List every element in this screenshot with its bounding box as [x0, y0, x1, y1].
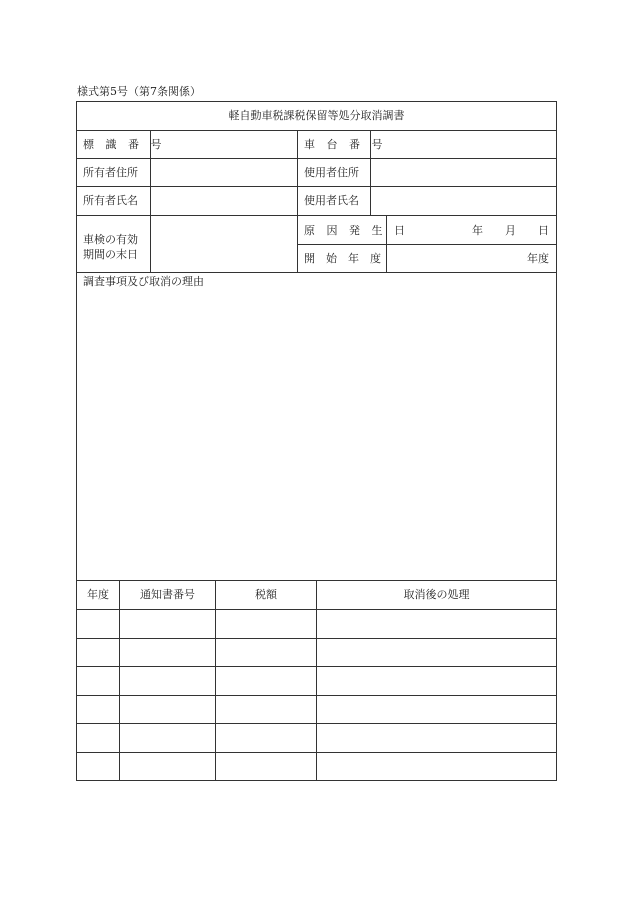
divider: [76, 215, 557, 216]
outer-border-top: [76, 101, 557, 102]
label-user-address: 使用者住所: [304, 166, 359, 179]
divider: [215, 580, 216, 781]
divider: [316, 580, 317, 781]
label-owner-name: 所有者氏名: [83, 194, 138, 207]
outer-border-left: [76, 101, 77, 781]
divider: [297, 130, 298, 273]
label-cause-date: 原 因 発 生 日: [304, 224, 409, 237]
label-owner-address: 所有者住所: [83, 166, 138, 179]
label-investigation-reason: 調査事項及び取消の理由: [83, 275, 204, 288]
label-inspection-expiry-line1: 車検の有効: [83, 233, 138, 246]
cause-date-value: 年 月 日: [472, 224, 549, 237]
start-year-value: 年度: [527, 252, 549, 265]
label-user-name: 使用者氏名: [304, 194, 359, 207]
table-header-post-cancellation: 取消後の処理: [403, 588, 470, 601]
form-title: 軽自動車税課税保留等処分取消調書: [228, 109, 405, 122]
divider: [119, 580, 120, 781]
table-header-year: 年度: [87, 588, 109, 601]
outer-border-right: [556, 101, 557, 781]
form-number-label: 様式第5号（第7条関係）: [77, 85, 201, 98]
label-inspection-expiry-line2: 期間の末日: [83, 248, 138, 261]
divider: [76, 186, 557, 187]
label-start-year: 開 始 年 度: [304, 252, 381, 265]
table-header-tax-amount: 税額: [255, 588, 277, 601]
divider: [76, 130, 557, 131]
divider: [297, 244, 557, 245]
table-header-notice-number: 通知書番号: [140, 588, 195, 601]
divider: [76, 272, 557, 273]
label-sign-number: 標 識 番 号: [83, 138, 166, 151]
divider: [76, 158, 557, 159]
label-chassis-number: 車 台 番 号: [304, 138, 387, 151]
divider: [150, 130, 151, 273]
